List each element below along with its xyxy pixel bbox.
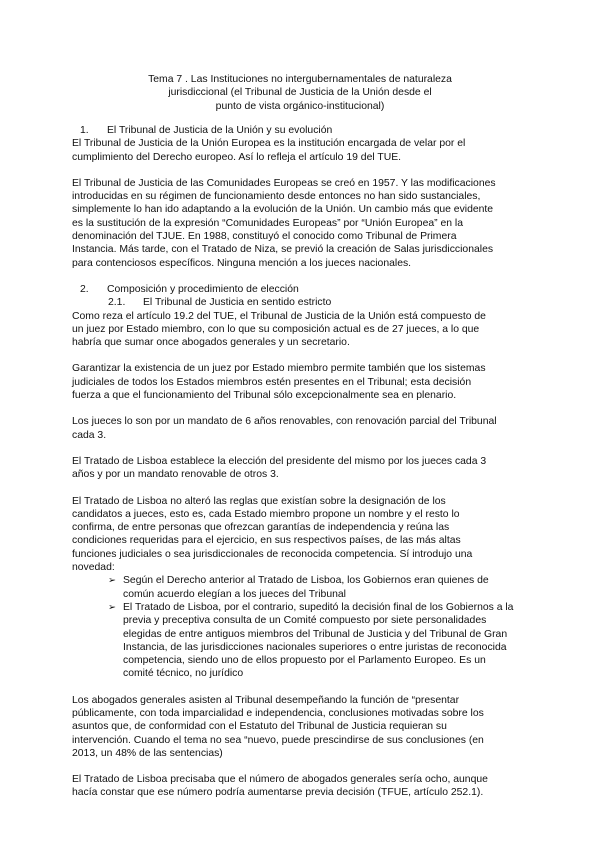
section-title: Composición y procedimiento de elección <box>107 283 299 295</box>
text-line: El Tribunal de Justicia de la Unión Europea es la institución encargada de velar por el <box>72 138 466 150</box>
document-title <box>0 73 600 113</box>
paragraph <box>72 362 528 402</box>
text-line: denominación del TJUE. En 1988, constituyó el conocido como Tribunal de Primera <box>72 231 457 243</box>
title-line: punto de vista orgánico-institucional) <box>215 100 385 112</box>
text-line: El Tratado de Lisboa no alteró las reglas que existían sobre la designación de los <box>72 495 446 507</box>
text-line: El Tratado de Lisboa, por el contrario, supeditó la decisión final de los Gobiernos a la <box>123 601 514 613</box>
bullet-item <box>72 601 528 681</box>
text-line: confirma, de entre personas que ofrezcan garantías de independencia y reúna las <box>72 522 450 534</box>
text-line: competencia, siendo uno de ellos propuesto por el Parlamento Europeo. Es un <box>123 655 486 667</box>
text-line: candidatos a jueces, esto es, cada Estado miembro propone un nombre y el resto lo <box>72 508 460 520</box>
text-line: condiciones requeridas para el ejercicio, en sus respectivos países, de las más altas <box>72 535 461 547</box>
text-line: simplemente lo han ido adaptando a la evolución de la Unión. Un cambio más que evidente <box>72 204 494 216</box>
text-line: El Tratado de Lisboa precisaba que el número de abogados generales sería ocho, aunque <box>72 774 488 786</box>
text-line: 2013, un 48% de las sentencias) <box>72 747 223 759</box>
text-line: habría que sumar once abogados generales y un secretario. <box>72 337 350 349</box>
text-line: intervención. Cuando el tema no sea “nuevo, puede prescindirse de sus conclusiones (en <box>72 734 484 746</box>
text-line: judiciales de todos los Estados miembros estén presentes en el Tribunal; esta decisión <box>72 376 472 388</box>
text-line: hacía constar que ese número podría aumentarse previa decisión (TFUE, artículo 252.1). <box>72 787 484 799</box>
text-line: es la sustitución de la expresión “Comunidades Europeas” por “Unión Europea” en la <box>72 217 464 229</box>
text-line: fuerza a que el funcionamiento del Tribunal sólo excepcionalmente sea en plenario. <box>72 390 457 402</box>
paragraph <box>72 137 528 164</box>
paragraph <box>72 310 528 350</box>
text-line: Instancia, de las jurisdicciones nacionales superiores o entre juristas de reconocida <box>123 641 507 653</box>
text-line: Garantizar la existencia de un juez por Estado miembro permite también que los sistemas <box>72 363 486 375</box>
subsection-number: 2.1. <box>108 297 126 309</box>
section-number: 1. <box>80 125 89 136</box>
text-line: El Tratado de Lisboa establece la elección del presidente del mismo por los jueces cada 3 <box>72 455 487 467</box>
paragraph <box>72 495 528 575</box>
text-line: Los abogados generales asisten al Tribunal desempeñando la función de “presentar <box>72 694 460 706</box>
text-line: introducidas en su régimen de funcionamiento desde entonces no han sido sustanciales, <box>72 191 481 203</box>
section-title: El Tribunal de Justicia de la Unión y su evolución <box>107 125 333 136</box>
paragraph <box>72 773 528 800</box>
paragraph <box>72 177 528 270</box>
paragraph <box>72 694 528 760</box>
paragraph <box>72 455 528 482</box>
document-body <box>72 124 528 800</box>
text-line: Instancia. Más tarde, con el Tratado de Niza, se previó la creación de Salas jurisdiccionales <box>72 244 494 256</box>
text-line: novedad: <box>72 562 115 574</box>
bullet-item <box>72 574 528 601</box>
arrow-bullet-icon: ➢ <box>108 575 116 587</box>
text-line: funciones judiciales o sea jurisdiccionales de reconocida competencia. Sí introdujo una <box>72 548 473 560</box>
paragraph <box>72 415 528 442</box>
section-number: 2. <box>80 283 89 295</box>
title-line: jurisdiccional (el Tribunal de Justicia de la Unión desde el <box>168 87 432 99</box>
text-line: años y por un mandato renovable de otros 3. <box>72 469 279 481</box>
text-line: previa y preceptiva consulta de un Comité compuesto por siete personalidades <box>123 615 487 627</box>
text-line: Como reza el artículo 19.2 del TUE, el Tribunal de Justicia de la Unión está compuesto de <box>72 310 486 322</box>
subsection-title: El Tribunal de Justicia en sentido estricto <box>143 297 332 309</box>
section-1-heading <box>72 124 528 137</box>
text-line: El Tribunal de Justicia de las Comunidades Europeas se creó en 1957. Y las modificaciones <box>72 177 496 189</box>
text-line: comité técnico, no jurídico <box>123 668 244 680</box>
title-line: Tema 7 . Las Instituciones no intergubernamentales de naturaleza <box>148 74 452 85</box>
arrow-bullet-icon: ➢ <box>108 601 116 613</box>
section-2-heading <box>72 283 528 296</box>
text-line: un juez por Estado miembro, con lo que su composición actual es de 27 jueces, a lo que <box>72 323 480 335</box>
text-line: Los jueces lo son por un mandato de 6 años renovables, con renovación parcial del Tribunal <box>72 416 497 428</box>
text-line: cada 3. <box>72 429 107 441</box>
text-line: cumplimiento del Derecho europeo. Así lo refleja el artículo 19 del TUE. <box>72 151 402 163</box>
text-line: Según el Derecho anterior al Tratado de Lisboa, los Gobiernos eran quienes de <box>123 575 489 587</box>
subsection-2-1-heading <box>72 296 528 309</box>
text-line: públicamente, con toda imparcialidad e independencia, conclusiones motivadas sobre los <box>72 707 484 719</box>
text-line: elegidas de entre antiguos miembros del Tribunal de Justicia y del Tribunal de Gran <box>123 628 508 640</box>
text-line: asuntos que, de conformidad con el Estatuto del Tribunal de Justicia requieran su <box>72 721 447 733</box>
text-line: para contenciosos específicos. Ninguna mención a los jueces nacionales. <box>72 257 412 269</box>
text-line: común acuerdo elegían a los jueces del Tribunal <box>123 588 346 600</box>
